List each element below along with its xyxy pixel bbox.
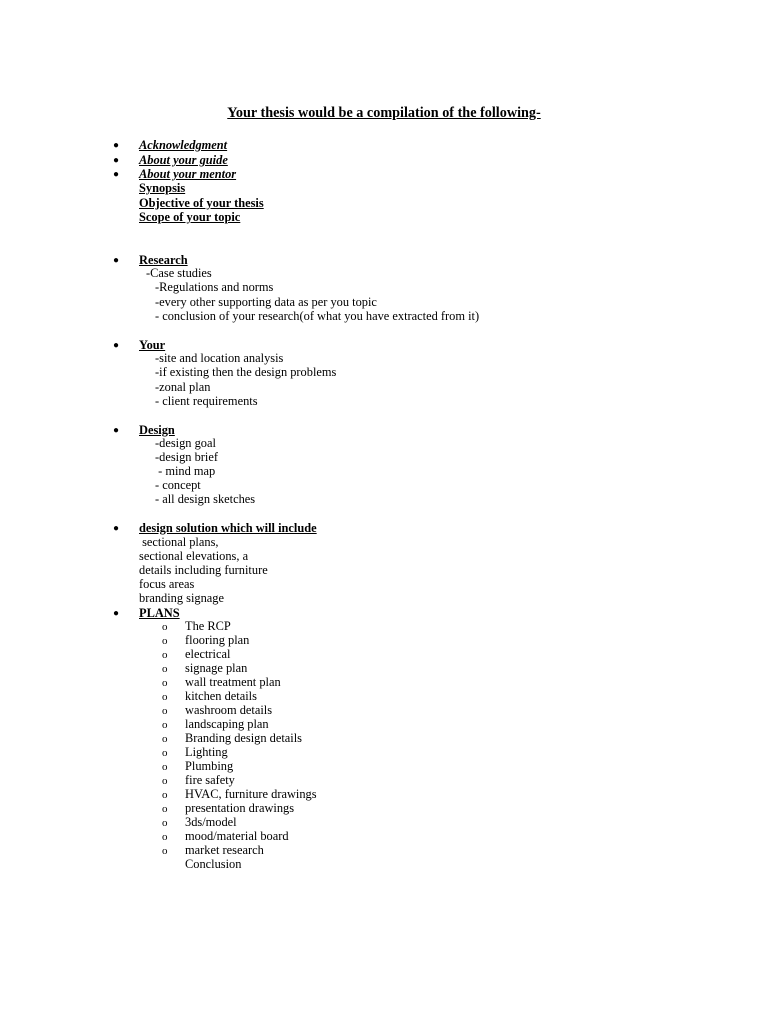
plans-item: The RCP — [185, 619, 231, 633]
circle-bullet-icon: o — [162, 831, 168, 843]
bullet-icon: ● — [113, 425, 120, 436]
circle-bullet-icon: o — [162, 775, 168, 787]
circle-bullet-icon: o — [162, 845, 168, 857]
design-subitem: -design goal — [155, 436, 216, 450]
circle-bullet-icon: o — [162, 691, 168, 703]
circle-bullet-icon: o — [162, 663, 168, 675]
design-subitem: - all design sketches — [155, 492, 256, 506]
about-mentor-item: About your mentor — [139, 167, 237, 181]
your-subitem: - client requirements — [155, 394, 258, 408]
plans-item: washroom details — [185, 703, 273, 717]
design-subitem: - concept — [155, 478, 201, 492]
bullet-icon: ● — [113, 169, 120, 180]
circle-bullet-icon: o — [162, 733, 168, 745]
research-subitem: -Case studies — [146, 266, 212, 280]
bullet-icon: ● — [113, 140, 120, 151]
research-heading: Research — [139, 253, 188, 267]
your-subitem: -site and location analysis — [155, 351, 284, 365]
solution-heading: design solution which will include — [139, 521, 317, 535]
plans-item: Lighting — [185, 745, 228, 759]
circle-bullet-icon: o — [162, 789, 168, 801]
design-subitem: - mind map — [155, 464, 216, 478]
circle-bullet-icon: o — [162, 817, 168, 829]
scope-item: Scope of your topic — [139, 210, 241, 224]
circle-bullet-icon: o — [162, 621, 168, 633]
plans-item: HVAC, furniture drawings — [185, 787, 317, 801]
plans-item: flooring plan — [185, 633, 250, 647]
research-subitem: - conclusion of your research(of what you have extracted from it) — [155, 309, 480, 323]
your-heading: Your — [139, 338, 166, 352]
design-heading: Design — [139, 423, 175, 437]
circle-bullet-icon: o — [162, 635, 168, 647]
circle-bullet-icon: o — [162, 719, 168, 731]
circle-bullet-icon: o — [162, 649, 168, 661]
solution-subitem: focus areas — [139, 577, 195, 591]
solution-subitem: branding signage — [139, 591, 224, 605]
solution-subitem: details including furniture — [139, 563, 268, 577]
plans-item: presentation drawings — [185, 801, 295, 815]
objective-item: Objective of your thesis — [139, 196, 264, 210]
plans-item: mood/material board — [185, 829, 289, 843]
plans-item: signage plan — [185, 661, 248, 675]
your-subitem: -if existing then the design problems — [155, 365, 337, 379]
plans-item: Branding design details — [185, 731, 303, 745]
research-subitem: -every other supporting data as per you topic — [155, 295, 377, 309]
circle-bullet-icon: o — [162, 677, 168, 689]
synopsis-item: Synopsis — [139, 181, 186, 195]
circle-bullet-icon: o — [162, 747, 168, 759]
plans-item: Plumbing — [185, 759, 234, 773]
solution-subitem: sectional plans, — [139, 535, 219, 549]
plans-item: 3ds/model — [185, 815, 237, 829]
solution-subitem: sectional elevations, a — [139, 549, 249, 563]
plans-item: market research — [185, 843, 264, 857]
plans-item: kitchen details — [185, 689, 257, 703]
plans-heading: PLANS — [139, 606, 180, 620]
page-title: Your thesis would be a compilation of the following- — [227, 105, 541, 121]
plans-item: electrical — [185, 647, 231, 661]
bullet-icon: ● — [113, 255, 120, 266]
bullet-icon: ● — [113, 155, 120, 166]
design-subitem: -design brief — [155, 450, 218, 464]
bullet-icon: ● — [113, 608, 120, 619]
plans-conclusion: Conclusion — [185, 857, 242, 871]
about-guide-item: About your guide — [139, 153, 228, 167]
acknowledgment-item: Acknowledgment — [139, 138, 228, 152]
plans-item: fire safety — [185, 773, 235, 787]
plans-item: wall treatment plan — [185, 675, 281, 689]
bullet-icon: ● — [113, 340, 120, 351]
circle-bullet-icon: o — [162, 803, 168, 815]
circle-bullet-icon: o — [162, 761, 168, 773]
bullet-icon: ● — [113, 523, 120, 534]
circle-bullet-icon: o — [162, 705, 168, 717]
plans-item: landscaping plan — [185, 717, 269, 731]
research-subitem: -Regulations and norms — [155, 280, 274, 294]
your-subitem: -zonal plan — [155, 380, 211, 394]
